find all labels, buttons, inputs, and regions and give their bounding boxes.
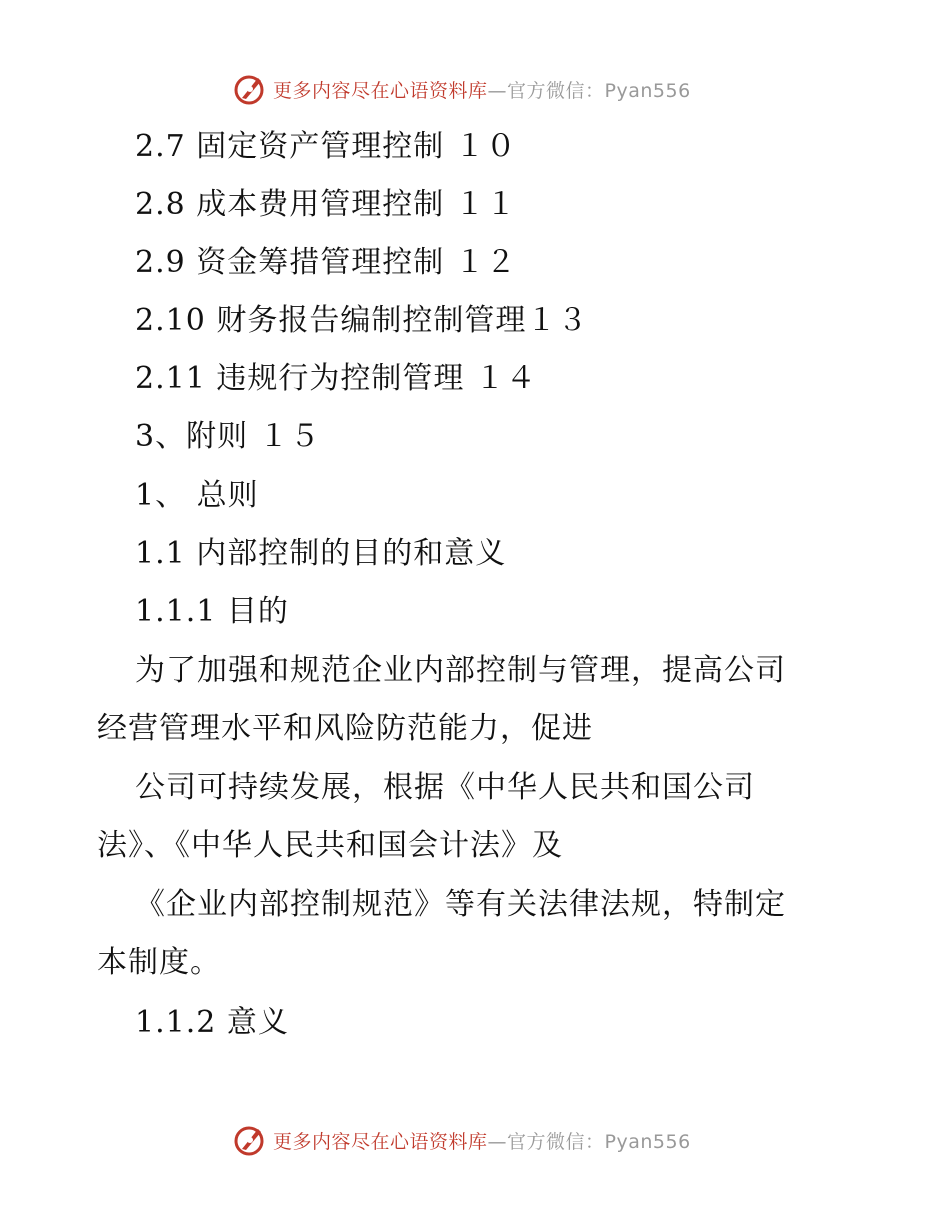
heading-1-1-1: 1.1.1 目的 [135,594,289,629]
paragraph-line: 为了加强和规范企业内部控制与管理，提高公司 [135,653,786,688]
toc-line-3: 3、附则 １５ [135,419,321,454]
toc-line-2-11: 2.11 违规行为控制管理 １４ [135,361,537,396]
toc-line-2-9: 2.9 资金筹措管理控制 １２ [135,245,517,280]
heading-1-1-2: 1.1.2 意义 [135,1005,289,1040]
heading-1: 1、 总则 [135,478,259,513]
paragraph-line: 公司可持续发展，根据《中华人民共和国公司 [135,770,755,805]
toc-line-2-7: 2.7 固定资产管理控制 １０ [135,129,517,164]
quill-logo-icon [233,72,267,106]
watermark-contact: 官方微信：Pyan556 [507,79,691,102]
paragraph-line: 《企业内部控制规范》等有关法律法规，特制定 [135,887,786,922]
paragraph-line: 本制度。 [97,945,221,980]
watermark-separator: — [487,79,508,102]
toc-line-2-10: 2.10 财务报告编制控制管理１３ [135,303,589,338]
paragraph-line: 经营管理水平和风险防范能力，促进 [97,711,593,746]
watermark-contact: 官方微信：Pyan556 [507,1130,691,1153]
quill-logo-icon [233,1123,267,1157]
paragraph-line: 法》、《中华人民共和国会计法》及 [97,828,563,863]
watermark-separator: — [487,1130,508,1153]
watermark-header [233,72,691,106]
watermark-footer [233,1123,691,1157]
watermark-brand: 更多内容尽在心语资料库 [273,79,488,102]
toc-line-2-8: 2.8 成本费用管理控制 １１ [135,187,517,222]
watermark-brand: 更多内容尽在心语资料库 [273,1130,488,1153]
heading-1-1: 1.1 内部控制的目的和意义 [135,536,507,571]
